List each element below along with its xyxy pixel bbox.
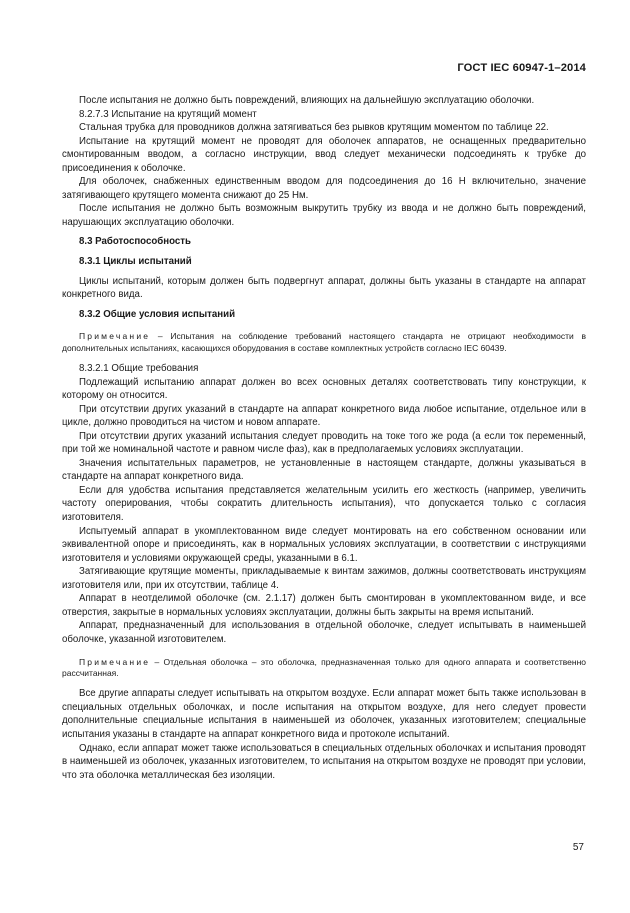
paragraph: Все другие аппараты следует испытывать на открытом воздухе. Если аппарат может быть также использован в специальных отдельных оболочках, и после испытания на открытом воздухе, для него следует провести дополнительные специальные испытания в наименьшей из оболочек, указанных изготовителем; специальные испытания указаны в стандарте на аппарат конкретного вида и протоколе испытаний.: [62, 688, 586, 740]
paragraph: Циклы испытаний, которым должен быть подвергнут аппарат, должны быть указаны в стандарте на аппарат конкретного вида.: [62, 275, 586, 301]
document-body: [62, 94, 586, 782]
paragraph: После испытания не должно быть возможным выкрутить трубку из ввода и не должно быть повреждений, нарушающих эксплуатацию оболочки.: [62, 203, 586, 228]
paragraph: Подлежащий испытанию аппарат должен во всех основных деталях соответствовать типу конструкции, к которому он относится.: [62, 376, 586, 402]
paragraph: Если для удобства испытания представляется желательным усилить его жесткость (например, увеличить частоту оперирования, чтобы сократить длительность испытания), что допускается только с согласия изготовителя.: [62, 484, 586, 524]
note-text: – Испытания на соблюдение требований настоящего стандарта не отрицают необходимости в дополнительных испытаниях, касающихся оборудования в составе комплектных устройств согласно IEC 60439.: [62, 331, 586, 353]
paragraph: Испытуемый аппарат в укомплектованном виде следует монтировать на его собственном основании или эквивалентной опоре и присоединять, как в нормальных условиях эксплуатации, в соответствии с инструкциями изготовителя и условиями окружающей среды, указанными в 6.1.: [62, 525, 586, 564]
paragraph: После испытания не должно быть повреждений, влияющих на дальнейшую эксплуатацию оболочки.: [79, 95, 535, 106]
subsection-heading: 8.2.7.3 Испытание на крутящий момент: [79, 108, 257, 120]
paragraph: Для оболочек, снабженных единственным вводом для подсоединения до 16 Н включительно, значение затягивающего крутящего момента снижают до 25 Нм.: [62, 176, 586, 201]
paragraph: Аппарат в неотделимой оболочке (см. 2.1.17) должен быть смонтирован в укомплектованном виде, и все отверстия, закрытые в нормальных условиях эксплуатации, должны быть закрыты на время испытаний.: [62, 593, 586, 618]
paragraph: Затягивающие крутящие моменты, прикладываемые к винтам зажимов, должны соответствовать инструкциям изготовителя или, при их отсутствии, таблице 4.: [62, 566, 586, 591]
paragraph: При отсутствии других указаний испытания следует проводить на токе того же рода (а если ток переменный, при той же номинальной частоте и равном числе фаз), как в предполагаемых условиях эксплуатации.: [62, 430, 586, 456]
paragraph: Однако, если аппарат может также использоваться в специальных отдельных оболочках и испытания проводят в наименьшей из оболочек, указанных изготовителем, то испытания на открытом воздухе не проводят при условии, что эта оболочка металлическая без изоляции.: [62, 742, 586, 781]
section-heading: 8.3.1 Циклы испытаний: [79, 256, 192, 268]
section-heading: 8.3 Работоспособность: [79, 236, 191, 248]
paragraph: При отсутствии других указаний в стандарте на аппарат конкретного вида любое испытание, отдельное или в цикле, должно проводиться на чистом и новом аппарате.: [62, 403, 586, 429]
section-heading: 8.3.2 Общие условия испытаний: [79, 308, 236, 320]
paragraph: Значения испытательных параметров, не установленные в настоящем стандарте, должны указываться в стандарте на аппарат конкретного вида.: [62, 457, 586, 483]
subsection-heading: 8.3.2.1 Общие требования: [79, 363, 199, 375]
note-label: Примечание: [79, 331, 151, 342]
document-header: ГОСТ IEC 60947-1–2014: [457, 62, 586, 74]
note-text: – Отдельная оболочка – это оболочка, предназначенная только для одного аппарата и соответственно рассчитанная.: [62, 656, 586, 678]
note: [62, 331, 586, 354]
note: [62, 657, 586, 680]
paragraph: Аппарат, предназначенный для использования в отдельной оболочке, следует испытывать в наименьшей оболочке, указанной изготовителем.: [62, 620, 586, 645]
page-number: 57: [572, 842, 584, 853]
note-label: Примечание: [79, 656, 151, 667]
paragraph: Испытание на крутящий момент не проводят для оболочек аппаратов, не оснащенных предварительно смонтированным вводом, а согласно инструкции, ввод следует механически подсоединять к трубке до присоединения к оболочке.: [62, 135, 586, 174]
paragraph: Стальная трубка для проводников должна затягиваться без рывков крутящим моментом по таблице 22.: [79, 122, 549, 134]
